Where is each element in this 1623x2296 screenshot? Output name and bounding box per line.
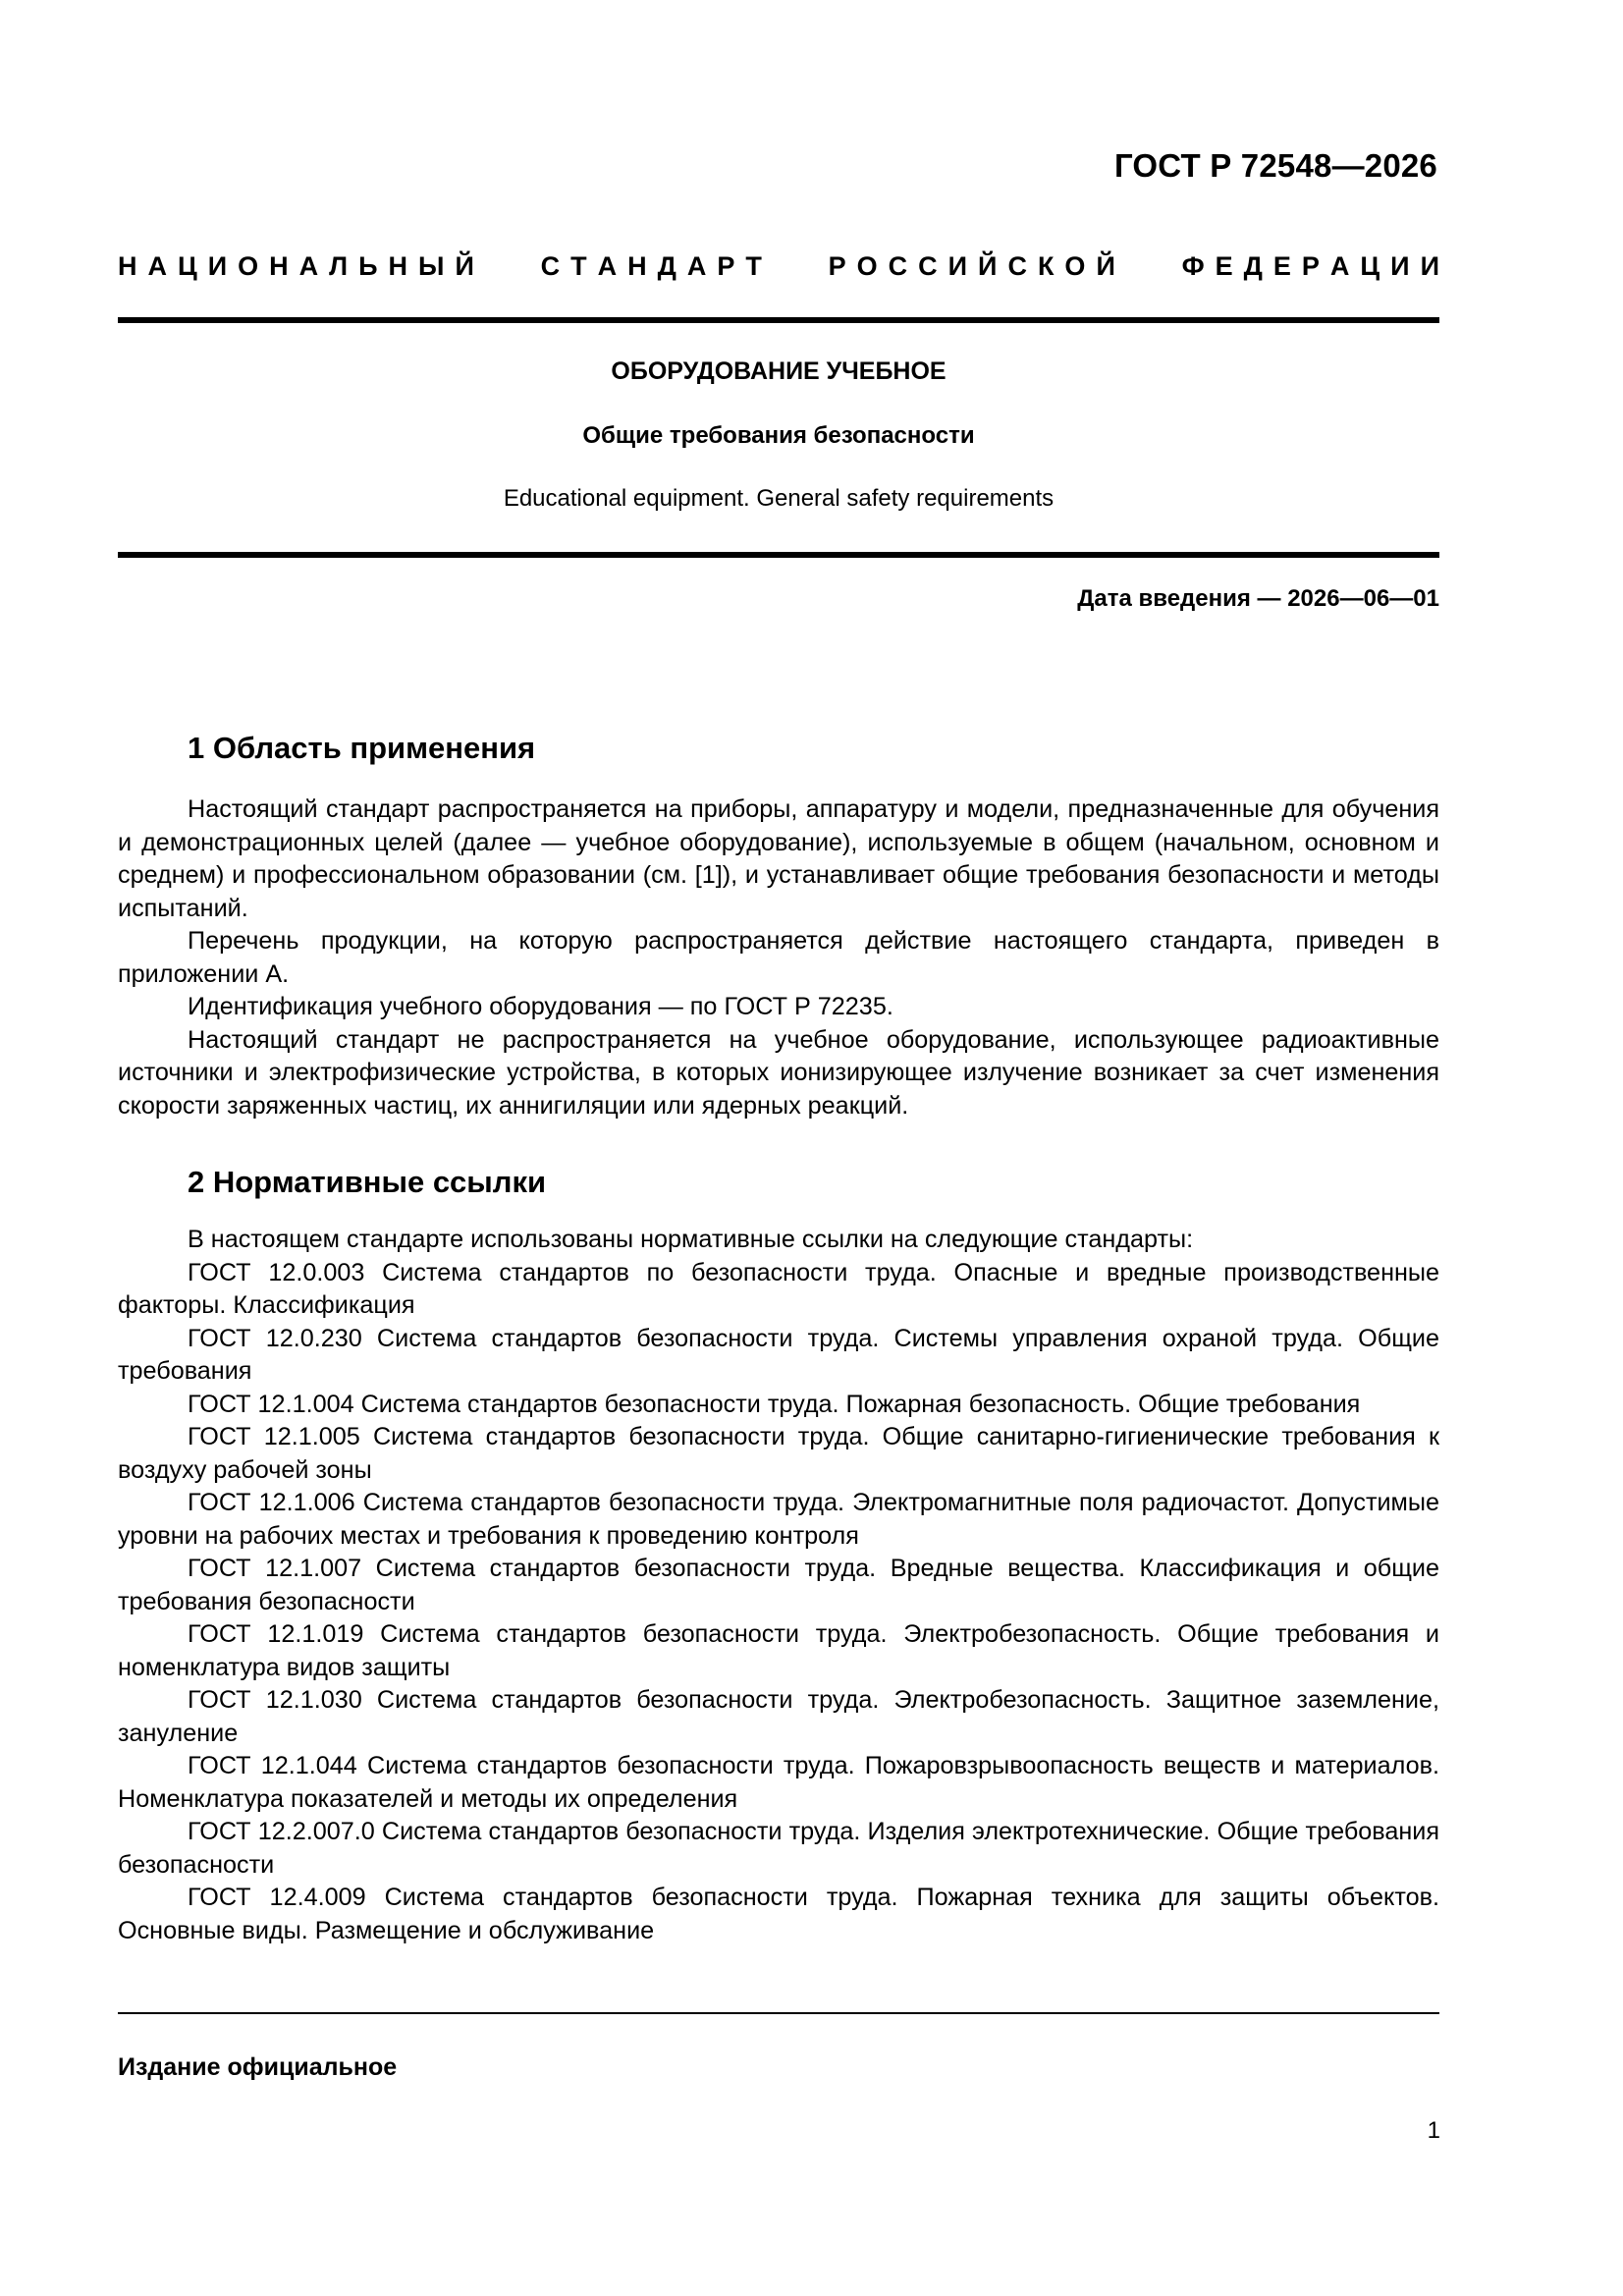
footer-divider bbox=[118, 2012, 1439, 2014]
paragraph: Идентификация учебного оборудования — по ГОСТ Р 72235. bbox=[188, 993, 893, 1020]
reference-item: ГОСТ 12.1.004 Система стандартов безопасности труда. Пожарная безопасность. Общие требования bbox=[188, 1390, 1361, 1418]
reference-item: ГОСТ 12.0.230 Система стандартов безопасности труда. Системы управления охраной труда. Общие требования bbox=[118, 1324, 1439, 1385]
section-body bbox=[118, 1224, 1439, 1947]
national-word: Р О С С И Й С К О Й bbox=[828, 251, 1115, 281]
reference-item: ГОСТ 12.0.003 Система стандартов по безопасности труда. Опасные и вредные производственные факторы. Классификация bbox=[118, 1258, 1439, 1319]
document-title-english: Educational equipment. General safety requirements bbox=[503, 485, 1055, 512]
document-subtitle: Общие требования безопасности bbox=[582, 422, 975, 449]
section-body bbox=[118, 793, 1439, 1122]
section-heading: 1 Область применения bbox=[188, 731, 536, 765]
paragraph: Перечень продукции, на которую распространяется действие настоящего стандарта, приведен в приложении А. bbox=[118, 927, 1439, 988]
reference-item: ГОСТ 12.1.007 Система стандартов безопасности труда. Вредные вещества. Классификация и общие требования безопасности bbox=[118, 1555, 1439, 1615]
introduction-date: Дата введения — 2026—06—01 bbox=[1077, 585, 1439, 612]
national-word: С Т А Н Д А Р Т bbox=[540, 251, 762, 281]
paragraph: Настоящий стандарт не распространяется на учебное оборудование, использующее радиоактивные источники и электрофизические устройства, в которых ионизирующее излучение возникает за счет изменения скорости заряженных частиц, их аннигиляции или ядерных реакций. bbox=[118, 1025, 1439, 1120]
gost-number: ГОСТ Р 72548—2026 bbox=[1113, 147, 1437, 184]
reference-item: ГОСТ 12.1.006 Система стандартов безопасности труда. Электромагнитные поля радиочастот. Допустимые уровни на рабочих местах и требования к проведению контроля bbox=[118, 1489, 1439, 1550]
page-number: 1 bbox=[1427, 2117, 1440, 2144]
paragraph: В настоящем стандарте использованы нормативные ссылки на следующие стандарты: bbox=[188, 1226, 1194, 1253]
document-title: ОБОРУДОВАНИЕ УЧЕБНОЕ bbox=[611, 357, 947, 385]
section-heading: 2 Нормативные ссылки bbox=[188, 1165, 547, 1199]
reference-item: ГОСТ 12.4.009 Система стандартов безопасности труда. Пожарная техника для защиты объектов. Основные виды. Размещение и обслуживание bbox=[118, 1884, 1439, 1944]
paragraph: Настоящий стандарт распространяется на приборы, аппаратуру и модели, предназначенные для обучения и демонстрационных целей (далее — учебное оборудование), используемые в общем (начальном, основном и среднем) и профессиональном образовании (см. [1]), и устанавливает общие требования безопасности и методы испытаний. bbox=[118, 795, 1439, 922]
reference-item: ГОСТ 12.1.044 Система стандартов безопасности труда. Пожаровзрывоопасность веществ и материалов. Номенклатура показателей и методы их определения bbox=[118, 1752, 1439, 1813]
reference-item: ГОСТ 12.1.005 Система стандартов безопасности труда. Общие санитарно-гигиенические требования к воздуху рабочей зоны bbox=[118, 1423, 1439, 1484]
title-divider bbox=[118, 552, 1439, 558]
national-word: Ф Е Д Е Р А Ц И И bbox=[1181, 251, 1439, 281]
national-word: Н А Ц И О Н А Л Ь Н Ы Й bbox=[118, 251, 474, 281]
header-divider bbox=[118, 317, 1439, 323]
reference-item: ГОСТ 12.1.030 Система стандартов безопасности труда. Электробезопасность. Защитное заземление, зануление bbox=[118, 1686, 1439, 1747]
national-standard-banner bbox=[118, 251, 1439, 282]
reference-item: ГОСТ 12.1.019 Система стандартов безопасности труда. Электробезопасность. Общие требования и номенклатура видов защиты bbox=[118, 1620, 1439, 1681]
official-edition-label: Издание официальное bbox=[118, 2053, 398, 2081]
reference-item: ГОСТ 12.2.007.0 Система стандартов безопасности труда. Изделия электротехнические. Общие требования безопасности bbox=[118, 1818, 1439, 1879]
